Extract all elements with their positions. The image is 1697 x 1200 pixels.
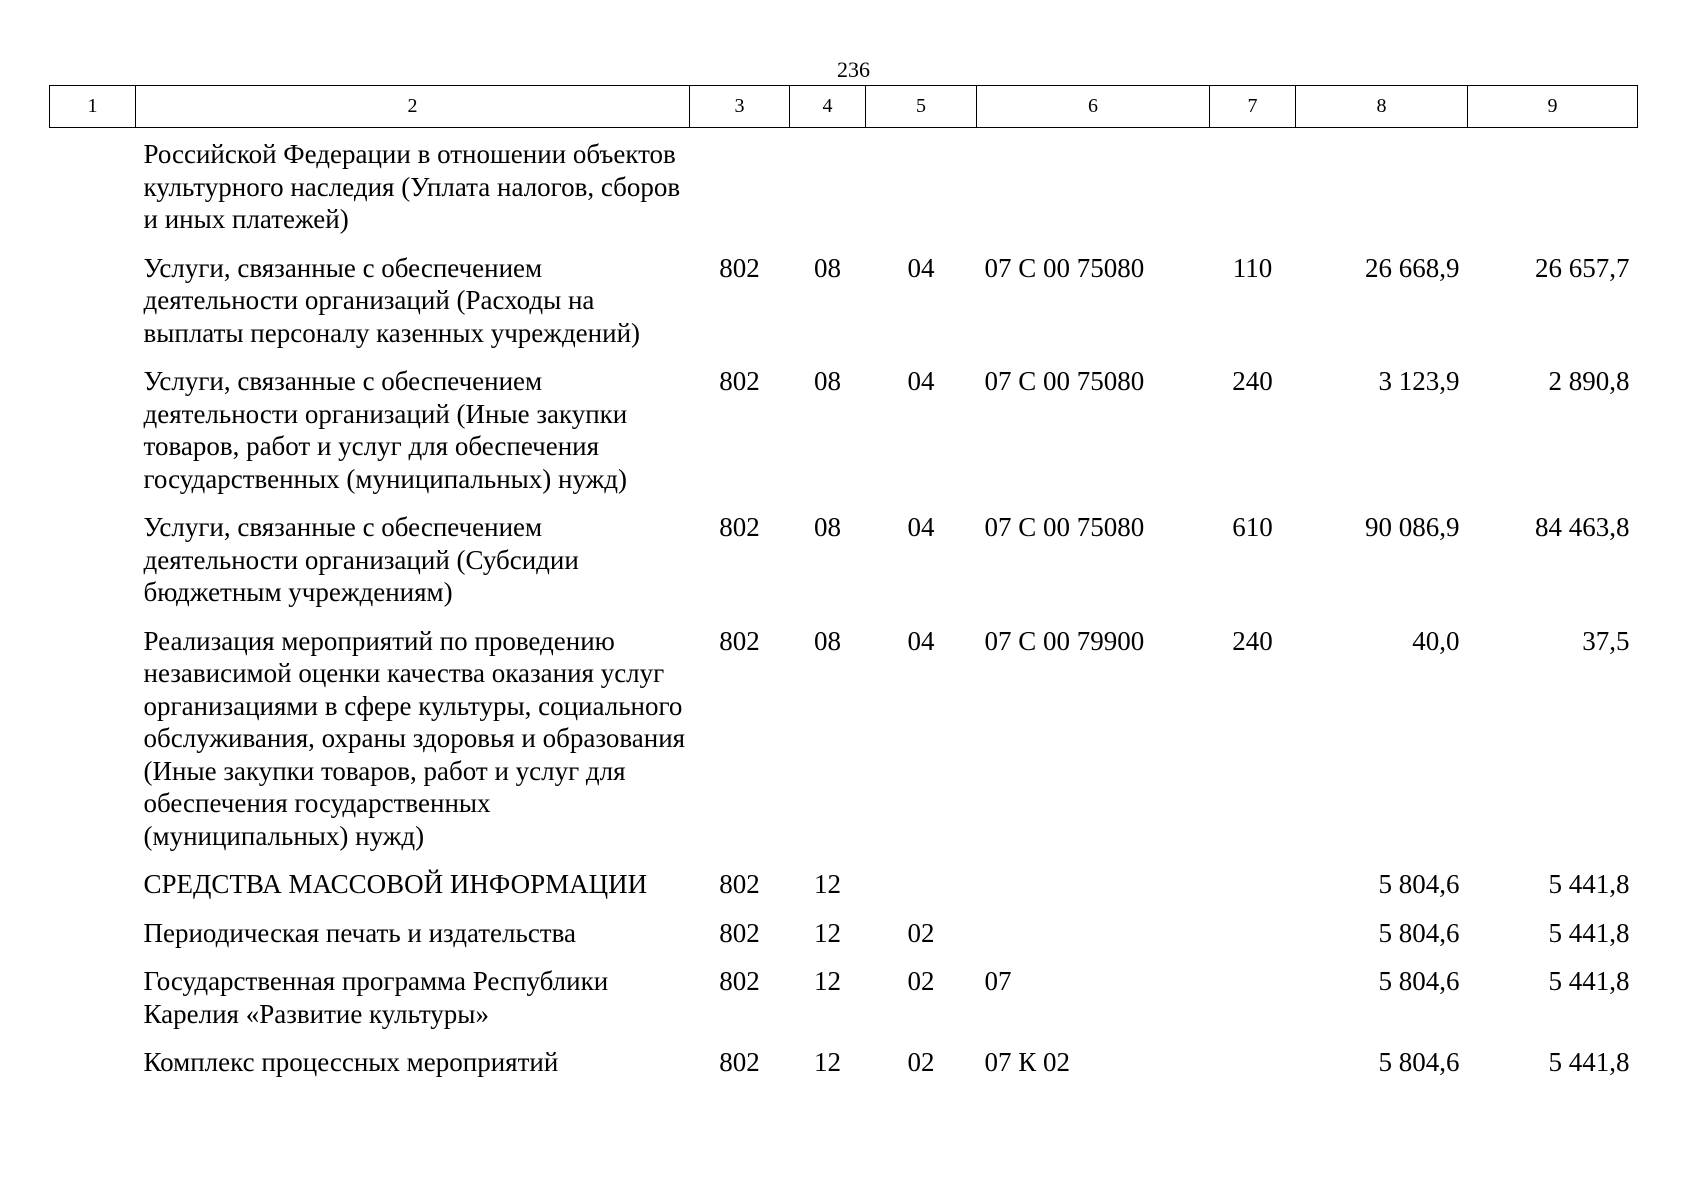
table-row	[50, 625, 1638, 869]
row-section: 08	[814, 252, 841, 283]
row-number-cell	[50, 1046, 136, 1095]
row-amount-b: 2 890,8	[1548, 366, 1630, 396]
header-col-3: 3	[690, 86, 790, 128]
row-expense-type	[1210, 965, 1296, 1046]
table-row	[50, 868, 1638, 917]
row-subsection: 02	[907, 917, 935, 948]
row-ministry: 802	[719, 869, 760, 899]
table-row	[50, 1046, 1638, 1095]
row-expense-type: 110	[1232, 252, 1273, 283]
row-ministry: 802	[719, 1047, 760, 1077]
row-name: Услуги, связанные с обеспечением деятельности организаций (Расходы на выплаты персоналу казенных учреждений)	[143, 252, 641, 348]
row-subsection: 04	[907, 512, 935, 542]
row-ministry: 802	[719, 625, 760, 656]
row-subsection: 02	[907, 966, 935, 996]
row-number-cell	[50, 965, 136, 1046]
row-subsection	[866, 128, 977, 252]
header-col-1: 1	[50, 86, 136, 128]
row-section: 12	[814, 917, 841, 948]
row-amount-b: 84 463,8	[1535, 512, 1630, 542]
table-row	[50, 128, 1638, 252]
row-amount-b: 26 657,7	[1535, 252, 1630, 283]
row-section: 12	[814, 1047, 841, 1077]
row-ministry: 802	[719, 512, 760, 542]
row-name: СРЕДСТВА МАССОВОЙ ИНФОРМАЦИИ	[143, 869, 648, 899]
row-target: 07 С 00 75080	[984, 512, 1145, 542]
row-section: 08	[814, 512, 841, 542]
row-amount-a: 5 804,6	[1378, 869, 1460, 899]
row-name: Услуги, связанные с обеспечением деятельности организаций (Субсидии бюджетным учреждениям)	[143, 512, 579, 607]
row-subsection: 04	[907, 625, 935, 656]
row-amount-b	[1468, 128, 1638, 252]
row-target	[977, 128, 1210, 252]
row-name: Услуги, связанные с обеспечением деятельности организаций (Иные закупки товаров, работ и услуг для обеспечения государственных (муниципальных) нужд)	[143, 366, 628, 494]
row-expense-type: 610	[1232, 512, 1273, 542]
row-section	[790, 128, 866, 252]
row-name: Российской Федерации в отношении объектов культурного наследия (Уплата налогов, сборов и иных платежей)	[143, 139, 681, 234]
row-amount-a: 26 668,9	[1365, 252, 1460, 283]
row-amount-b: 5 441,8	[1548, 1047, 1630, 1077]
row-amount-a: 90 086,9	[1365, 512, 1460, 542]
header-col-4: 4	[790, 86, 866, 128]
row-section: 12	[814, 966, 841, 996]
table-body	[50, 128, 1638, 1095]
row-name: Государственная программа Республики Карелия «Развитие культуры»	[143, 966, 609, 1029]
table-row	[50, 365, 1638, 511]
header-col-7: 7	[1210, 86, 1296, 128]
table-header	[50, 86, 1638, 128]
row-expense-type: 240	[1232, 366, 1273, 396]
budget-table	[49, 85, 1638, 1095]
row-amount-a: 3 123,9	[1378, 366, 1460, 396]
table-row	[50, 252, 1638, 366]
row-amount-a: 5 804,6	[1378, 1047, 1460, 1077]
row-section: 12	[814, 869, 841, 899]
row-ministry: 802	[719, 252, 760, 283]
row-amount-a: 5 804,6	[1378, 917, 1460, 948]
page-number: 236	[837, 57, 870, 82]
row-ministry: 802	[719, 966, 760, 996]
row-amount-b: 5 441,8	[1548, 917, 1630, 948]
row-amount-b: 5 441,8	[1548, 966, 1630, 996]
row-name: Периодическая печать и издательства	[143, 917, 576, 948]
row-name: Реализация мероприятий по проведению независимой оценки качества оказания услуг организациями в сфере культуры, социального обслуживания, охраны здоровья и образования (Иные закупки товаров, работ и услуг для обеспечения государственных (муниципальных) нужд)	[143, 625, 686, 851]
table-row	[50, 965, 1638, 1046]
row-subsection: 04	[907, 366, 935, 396]
row-amount-b: 37,5	[1582, 625, 1630, 656]
row-ministry: 802	[719, 366, 760, 396]
row-subsection: 04	[907, 252, 935, 283]
row-number-cell	[50, 365, 136, 511]
row-name: Комплекс процессных мероприятий	[143, 1047, 559, 1077]
table-row	[50, 511, 1638, 625]
row-expense-type	[1210, 917, 1296, 966]
row-subsection: 02	[907, 1047, 935, 1077]
row-target: 07 С 00 79900	[984, 625, 1145, 656]
table-row	[50, 917, 1638, 966]
header-row	[50, 86, 1638, 128]
header-col-6: 6	[977, 86, 1210, 128]
row-amount-a: 40,0	[1412, 625, 1460, 656]
row-subsection	[866, 868, 977, 917]
row-expense-type	[1210, 1046, 1296, 1095]
row-target: 07 С 00 75080	[984, 366, 1145, 396]
row-number-cell	[50, 917, 136, 966]
row-amount-b: 5 441,8	[1548, 869, 1630, 899]
row-expense-type: 240	[1232, 625, 1273, 656]
row-target	[977, 917, 1210, 966]
row-number-cell	[50, 868, 136, 917]
row-section: 08	[814, 366, 841, 396]
row-number-cell	[50, 128, 136, 252]
header-col-5: 5	[866, 86, 977, 128]
row-target: 07	[984, 966, 1012, 996]
row-amount-a	[1296, 128, 1468, 252]
row-expense-type	[1210, 868, 1296, 917]
header-col-8: 8	[1296, 86, 1468, 128]
row-number-cell	[50, 625, 136, 869]
row-number-cell	[50, 252, 136, 366]
row-section: 08	[814, 625, 841, 656]
row-ministry: 802	[719, 917, 760, 948]
row-ministry	[690, 128, 790, 252]
row-target	[977, 868, 1210, 917]
header-col-9: 9	[1468, 86, 1638, 128]
row-number-cell	[50, 511, 136, 625]
row-target: 07 К 02	[984, 1047, 1071, 1077]
row-amount-a: 5 804,6	[1378, 966, 1460, 996]
row-target: 07 С 00 75080	[984, 252, 1145, 283]
header-col-2: 2	[136, 86, 690, 128]
row-expense-type	[1210, 128, 1296, 252]
